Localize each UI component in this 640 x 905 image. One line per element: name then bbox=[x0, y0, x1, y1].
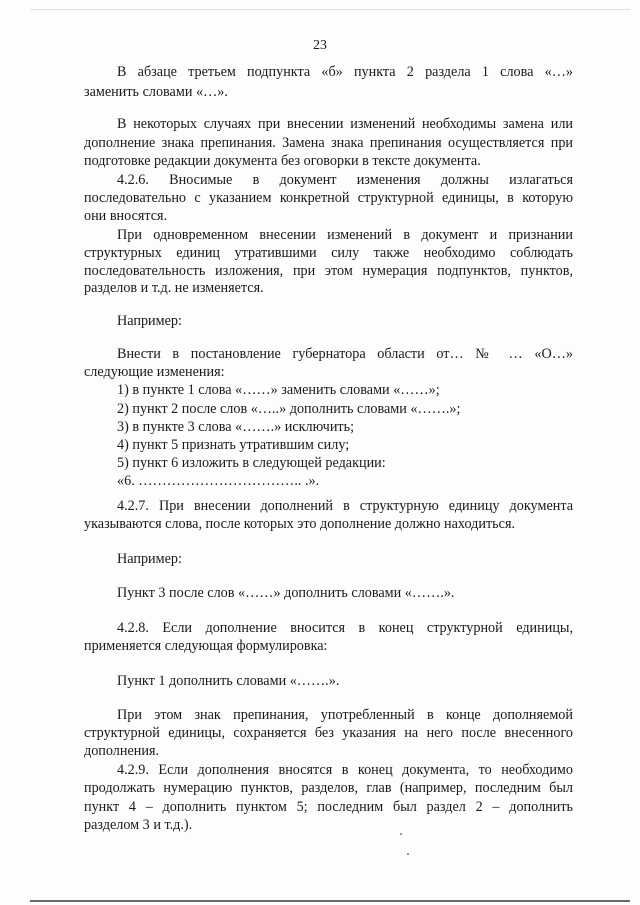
text-line: При этом знак препинания, употребленный в конце дополняемой bbox=[117, 707, 573, 723]
text-line: Внести в постановление губернатора области от… № … «О…» bbox=[117, 346, 573, 362]
text-line: Например: bbox=[117, 551, 182, 567]
text-line: указываются слова, после которых это дополнение должно находиться. bbox=[84, 516, 516, 532]
text-line: они вносятся. bbox=[84, 208, 168, 224]
text-line: последовательно с указанием конкретной структурной единицы, в которую bbox=[84, 190, 573, 206]
scan-top-edge bbox=[30, 9, 630, 10]
text-line: пункт 4 – дополнить пунктом 5; последним был раздел 2 – дополнить bbox=[84, 799, 573, 815]
text-line: «6. …………………………….. .». bbox=[117, 473, 320, 489]
text-line: Пункт 3 после слов «……» дополнить словами «…….». bbox=[117, 585, 455, 601]
text-line: 3) в пункте 3 слова «…….» исключить; bbox=[117, 419, 355, 435]
scan-speck bbox=[407, 853, 409, 855]
text-line: 4) пункт 5 признать утратившим силу; bbox=[117, 437, 350, 453]
text-line: структурных единиц утратившими силу также необходимо соблюдать bbox=[84, 245, 573, 261]
scan-bottom-edge bbox=[30, 900, 630, 902]
page-number: 23 bbox=[313, 38, 327, 53]
text-line: разделом 3 и т.д.). bbox=[84, 817, 193, 833]
text-line: применяется следующая формулировка: bbox=[84, 638, 328, 654]
text-line: 1) в пункте 1 слова «……» заменить словами «……»; bbox=[117, 382, 440, 398]
text-line: подготовке редакции документа без оговорки в тексте документа. bbox=[84, 153, 481, 169]
text-line: 4.2.7. При внесении дополнений в структурную единицу документа bbox=[117, 498, 573, 514]
text-line: заменить словами «…». bbox=[84, 84, 228, 100]
text-line: Пункт 1 дополнить словами «…….». bbox=[117, 673, 340, 689]
text-line: следующие изменения: bbox=[84, 364, 225, 380]
scan-speck bbox=[400, 833, 402, 835]
text-line: 4.2.6. Вносимые в документ изменения должны излагаться bbox=[117, 172, 573, 188]
text-line: При одновременном внесении изменений в документ и признании bbox=[117, 227, 573, 243]
text-line: 2) пункт 2 после слов «…..» дополнить словами «…….»; bbox=[117, 401, 461, 417]
text-line: 4.2.8. Если дополнение вносится в конец структурной единицы, bbox=[117, 620, 573, 636]
text-line: Например: bbox=[117, 313, 182, 329]
text-line: последовательность изложения, при этом нумерация подпунктов, пунктов, bbox=[84, 263, 573, 279]
text-line: разделов и т.д. не изменяется. bbox=[84, 280, 264, 296]
text-line: дополнение знака препинания. Замена знака препинания осуществляется при bbox=[84, 135, 573, 151]
text-line: В абзаце третьем подпункта «б» пункта 2 раздела 1 слова «…» bbox=[117, 64, 573, 80]
text-line: продолжать нумерацию пунктов, разделов, глав (например, последним был bbox=[84, 780, 573, 796]
text-line: В некоторых случаях при внесении изменений необходимы замена или bbox=[117, 116, 573, 132]
text-line: 4.2.9. Если дополнения вносятся в конец документа, то необходимо bbox=[117, 762, 573, 778]
text-line: 5) пункт 6 изложить в следующей редакции: bbox=[117, 455, 386, 471]
text-line: дополнения. bbox=[84, 743, 160, 759]
text-line: структурной единицы, сохраняется без указания на него после внесенного bbox=[84, 725, 573, 741]
